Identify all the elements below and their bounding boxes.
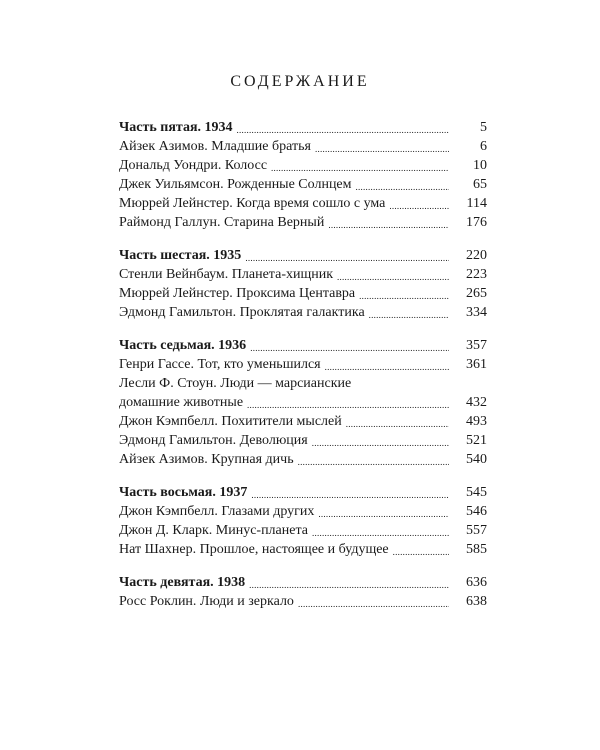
page-number: 176 [466, 215, 487, 230]
dot-leader [298, 592, 449, 611]
toc-entry [119, 431, 487, 450]
page-number: 265 [466, 286, 487, 301]
toc-entry [119, 592, 487, 611]
page-number: 557 [466, 523, 487, 538]
toc-section-part-6 [119, 246, 487, 322]
dot-leader [328, 213, 449, 232]
entry-title: Джон Кэмпбелл. Похитители мыслей [119, 414, 342, 429]
toc-entry-first-line [119, 374, 487, 393]
page-number: 361 [466, 357, 487, 372]
table-of-contents [119, 118, 487, 625]
entry-title: Нат Шахнер. Прошлое, настоящее и будущее [119, 542, 389, 557]
toc-entry [119, 194, 487, 213]
part-title: Часть восьмая. 1937 [119, 485, 248, 500]
toc-entry [119, 450, 487, 469]
page-number: 585 [466, 542, 487, 557]
page-number: 65 [473, 177, 487, 192]
toc-entry [119, 303, 487, 322]
dot-leader [247, 393, 449, 412]
page-number: 220 [466, 248, 487, 263]
toc-part-heading [119, 246, 487, 265]
toc-entry [119, 156, 487, 175]
entry-title: Генри Гассе. Тот, кто уменьшился [119, 357, 321, 372]
dot-leader [346, 412, 449, 431]
entry-title-line-2: домашние животные [119, 395, 244, 410]
page-number: 114 [466, 196, 487, 211]
dot-leader [393, 540, 449, 559]
dot-leader [325, 355, 449, 374]
dot-leader [389, 194, 449, 213]
dot-leader [312, 521, 449, 540]
toc-part-heading [119, 483, 487, 502]
dot-leader [298, 450, 449, 469]
dot-leader [312, 431, 449, 450]
toc-entry [119, 393, 487, 412]
toc-section-part-5 [119, 118, 487, 232]
toc-section-part-8 [119, 483, 487, 559]
part-title: Часть девятая. 1938 [119, 575, 246, 590]
dot-leader [359, 284, 449, 303]
toc-entry [119, 355, 487, 374]
page-number: 546 [466, 504, 487, 519]
dot-leader [249, 573, 449, 592]
entry-title: Джек Уильямсон. Рожденные Солнцем [119, 177, 352, 192]
dot-leader [315, 137, 449, 156]
toc-entry [119, 521, 487, 540]
entry-title-line-1: Лесли Ф. Стоун. Люди — марсианские [119, 376, 352, 391]
dot-leader [369, 303, 449, 322]
entry-title: Раймонд Галлун. Старина Верный [119, 215, 325, 230]
entry-title: Эдмонд Гамильтон. Проклятая галактика [119, 305, 365, 320]
dot-leader [237, 118, 449, 137]
page-number: 521 [466, 433, 487, 448]
toc-section-part-7 [119, 336, 487, 469]
toc-section-part-9 [119, 573, 487, 611]
entry-title: Айзек Азимов. Крупная дичь [119, 452, 294, 467]
dot-leader [271, 156, 449, 175]
page-number: 545 [466, 485, 487, 500]
page-number: 223 [466, 267, 487, 282]
toc-part-heading [119, 573, 487, 592]
toc-entry [119, 213, 487, 232]
entry-title: Стенли Вейнбаум. Планета-хищник [119, 267, 334, 282]
toc-part-heading [119, 336, 487, 355]
entry-title: Дональд Уондри. Колосс [119, 158, 268, 173]
part-title: Часть седьмая. 1936 [119, 338, 247, 353]
dot-leader [318, 502, 449, 521]
toc-part-heading [119, 118, 487, 137]
part-title: Часть пятая. 1934 [119, 120, 233, 135]
dot-leader [356, 175, 449, 194]
entry-title: Джон Д. Кларк. Минус-планета [119, 523, 308, 538]
page-number: 638 [466, 594, 487, 609]
dot-leader [251, 483, 449, 502]
entry-title: Росс Роклин. Люди и зеркало [119, 594, 294, 609]
dot-leader [245, 246, 449, 265]
part-title: Часть шестая. 1935 [119, 248, 242, 263]
page-title: СОДЕРЖАНИЕ [230, 73, 370, 90]
page-number: 636 [466, 575, 487, 590]
toc-entry [119, 175, 487, 194]
toc-entry [119, 137, 487, 156]
page-number: 334 [466, 305, 487, 320]
page-number: 493 [466, 414, 487, 429]
toc-entry [119, 540, 487, 559]
page-number: 432 [466, 395, 487, 410]
page-number: 5 [480, 120, 487, 135]
entry-title: Айзек Азимов. Младшие братья [119, 139, 311, 154]
entry-title: Мюррей Лейнстер. Когда время сошло с ума [119, 196, 386, 211]
dot-leader [337, 265, 449, 284]
toc-entry [119, 502, 487, 521]
entry-title: Джон Кэмпбелл. Глазами других [119, 504, 315, 519]
page-number: 6 [480, 139, 487, 154]
toc-entry [119, 412, 487, 431]
toc-entry [119, 265, 487, 284]
page-number: 540 [466, 452, 487, 467]
page-number: 10 [473, 158, 487, 173]
dot-leader [250, 336, 449, 355]
entry-title: Мюррей Лейнстер. Проксима Центавра [119, 286, 356, 301]
entry-title: Эдмонд Гамильтон. Деволюция [119, 433, 308, 448]
toc-entry [119, 284, 487, 303]
page-number: 357 [466, 338, 487, 353]
